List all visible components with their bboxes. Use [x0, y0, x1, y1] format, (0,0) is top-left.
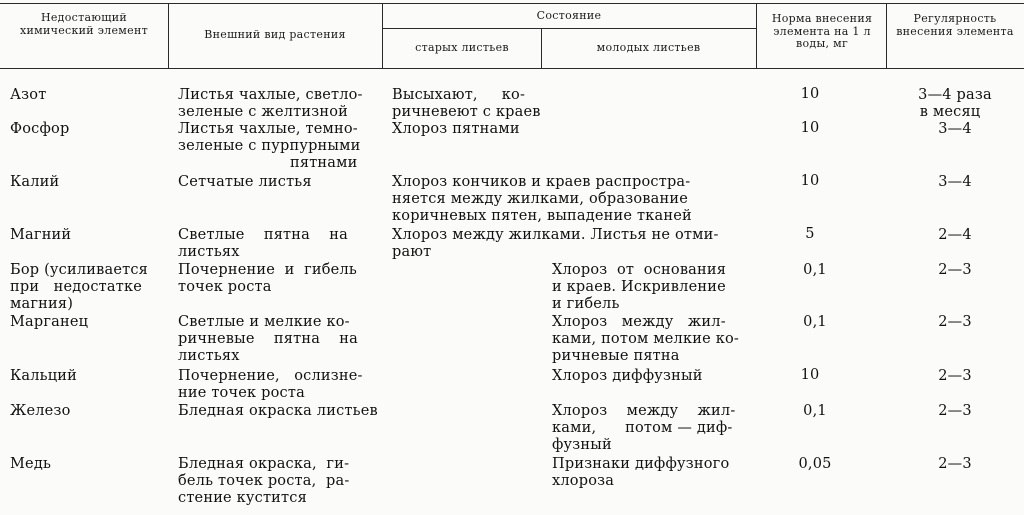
norm-value: 10: [800, 173, 820, 189]
appearance-line: ние точек роста: [178, 385, 305, 401]
header-divider-5: [886, 3, 887, 69]
young-leaves-line: Хлороз диффузный: [552, 368, 703, 384]
young-leaves-line: и гибель: [552, 296, 620, 312]
appearance-line: Светлые и мелкие ко-: [178, 314, 350, 330]
element-name: Кальций: [10, 368, 78, 384]
element-name: магния): [10, 296, 74, 312]
header-divider-2: [382, 3, 383, 69]
element-name: Калий: [10, 174, 60, 190]
header-regularity: Регулярность внесения элемента: [896, 12, 1014, 38]
state-subheader-rule: [382, 28, 756, 29]
table-top-rule: [0, 3, 1024, 4]
header-appearance: Внешний вид растения: [204, 28, 346, 41]
element-name: Магний: [10, 227, 72, 243]
header-divider-4: [756, 3, 757, 69]
element-name: Азот: [10, 87, 47, 103]
header-bottom-rule: [0, 68, 1024, 69]
young-leaves-line: Хлороз от основания: [552, 262, 727, 278]
norm-value: 0,1: [803, 262, 827, 278]
header-divider-3: [541, 28, 542, 69]
element-name: Железо: [10, 403, 71, 419]
young-leaves-line: ричневые пятна: [552, 348, 680, 364]
leaves-state-line: рают: [392, 244, 432, 260]
norm-value: 0,1: [803, 403, 827, 419]
leaves-state-line: Хлороз между жилками. Листья не отми-: [392, 227, 719, 243]
header-element: Недостающий химический элемент: [20, 11, 148, 37]
regularity-value: 2—3: [938, 314, 972, 330]
young-leaves-line: фузный: [552, 437, 612, 453]
young-leaves-line: и краев. Искривление: [552, 279, 726, 295]
appearance-line: Почернение, ослизне-: [178, 368, 363, 384]
regularity-value: 3—4: [938, 174, 972, 190]
regularity-value: 2—3: [938, 403, 972, 419]
leaves-state-line: Хлороз кончиков и краев распростра-: [392, 174, 691, 190]
element-name: Марганец: [10, 314, 89, 330]
appearance-line: Листья чахлые, темно-: [178, 121, 358, 137]
norm-value: 10: [800, 367, 820, 383]
header-divider-1: [168, 3, 169, 69]
appearance-line: Бледная окраска, ги-: [178, 456, 350, 472]
regularity-value: 3—4 раза: [918, 87, 992, 103]
appearance-line: ричневые пятна на: [178, 331, 358, 347]
element-name: Бор (усиливается: [10, 262, 149, 278]
regularity-value: 2—3: [938, 262, 972, 278]
header-norm: Норма внесения элемента на 1 л воды, мг: [771, 12, 873, 50]
appearance-line: листьях: [178, 244, 240, 260]
young-leaves-line: Признаки диффузного: [552, 456, 730, 472]
norm-value: 0,05: [798, 456, 832, 472]
young-leaves-line: хлороза: [552, 473, 615, 489]
regularity-value: 3—4: [938, 121, 972, 137]
regularity-value: 2—3: [938, 456, 972, 472]
norm-value: 10: [800, 120, 820, 136]
young-leaves-line: ками, потом — диф-: [552, 420, 733, 436]
regularity-value: в месяц: [919, 104, 981, 120]
appearance-line: Листья чахлые, светло-: [178, 87, 363, 103]
header-young-leaves: молодых листьев: [596, 41, 701, 54]
norm-value: 5: [805, 226, 815, 242]
old-leaves-line: ричневеют с краев: [392, 104, 541, 120]
young-leaves-line: Хлороз между жил-: [552, 403, 736, 419]
appearance-line: бель точек роста, ра-: [178, 473, 350, 489]
norm-value: 10: [800, 86, 820, 102]
element-name: Фосфор: [10, 121, 70, 137]
appearance-line: стение кустится: [178, 490, 307, 506]
element-name: Медь: [10, 456, 52, 472]
appearance-line: пятнами: [290, 155, 358, 171]
norm-value: 0,1: [803, 314, 827, 330]
appearance-line: листьях: [178, 348, 240, 364]
regularity-value: 2—4: [938, 227, 972, 243]
appearance-line: зеленые с пурпурными: [178, 138, 361, 154]
old-leaves-line: Хлороз пятнами: [392, 121, 520, 137]
appearance-line: зеленые с желтизной: [178, 104, 348, 120]
young-leaves-line: ками, потом мелкие ко-: [552, 331, 739, 347]
leaves-state-line: коричневых пятен, выпадение тканей: [392, 208, 692, 224]
appearance-line: Светлые пятна на: [178, 227, 348, 243]
appearance-line: точек роста: [178, 279, 272, 295]
regularity-value: 2—3: [938, 368, 972, 384]
appearance-line: Сетчатые листья: [178, 174, 312, 190]
old-leaves-line: Высыхают, ко-: [392, 87, 526, 103]
header-old-leaves: старых листьев: [415, 41, 509, 54]
header-state: Состояние: [536, 9, 602, 22]
young-leaves-line: Хлороз между жил-: [552, 314, 726, 330]
appearance-line: Почернение и гибель: [178, 262, 357, 278]
element-name: при недостатке: [10, 279, 142, 295]
appearance-line: Бледная окраска листьев: [178, 403, 378, 419]
leaves-state-line: няется между жилками, образование: [392, 191, 688, 207]
